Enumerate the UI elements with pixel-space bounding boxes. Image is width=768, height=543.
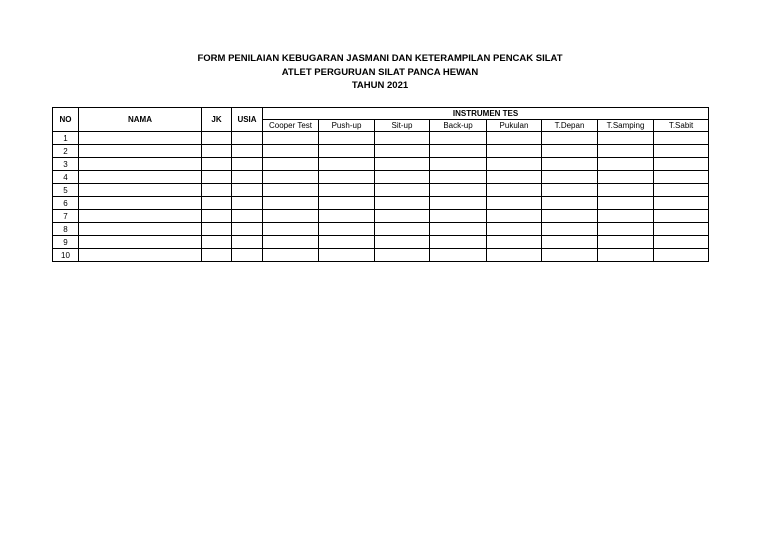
cell-pukulan[interactable] — [487, 210, 542, 223]
cell-t-samping[interactable] — [598, 210, 654, 223]
cell-usia[interactable] — [232, 223, 263, 236]
cell-back-up[interactable] — [430, 223, 487, 236]
form-title: FORM PENILAIAN KEBUGARAN JASMANI DAN KETERAMPILAN PENCAK SILAT — [197, 53, 563, 64]
cell-jk[interactable] — [202, 158, 232, 171]
table-row — [53, 158, 709, 171]
cell-usia[interactable] — [232, 249, 263, 262]
cell-sit-up[interactable] — [375, 197, 430, 210]
row-number: 7 — [53, 210, 79, 223]
table-body — [53, 132, 709, 262]
cell-t-depan[interactable] — [542, 197, 598, 210]
cell-back-up[interactable] — [430, 132, 487, 145]
cell-t-depan[interactable] — [542, 145, 598, 158]
cell-nama[interactable] — [79, 132, 202, 145]
cell-t-samping[interactable] — [598, 171, 654, 184]
table-row — [53, 132, 709, 145]
cell-usia[interactable] — [232, 197, 263, 210]
cell-usia[interactable] — [232, 210, 263, 223]
row-number: 5 — [53, 184, 79, 197]
cell-sit-up[interactable] — [375, 158, 430, 171]
header-t-samping: T.Samping — [598, 120, 654, 132]
cell-t-samping[interactable] — [598, 132, 654, 145]
cell-t-depan[interactable] — [542, 132, 598, 145]
cell-pukulan[interactable] — [487, 145, 542, 158]
cell-jk[interactable] — [202, 132, 232, 145]
header-no: NO — [53, 108, 79, 132]
row-number: 4 — [53, 171, 79, 184]
header-push-up: Push-up — [319, 120, 375, 132]
cell-usia[interactable] — [232, 132, 263, 145]
cell-cooper-test[interactable] — [263, 223, 319, 236]
cell-pukulan[interactable] — [487, 236, 542, 249]
cell-back-up[interactable] — [430, 158, 487, 171]
header-pukulan: Pukulan — [487, 120, 542, 132]
cell-push-up[interactable] — [319, 197, 375, 210]
cell-cooper-test[interactable] — [263, 158, 319, 171]
cell-t-sabit[interactable] — [654, 171, 709, 184]
cell-jk[interactable] — [202, 197, 232, 210]
cell-nama[interactable] — [79, 223, 202, 236]
cell-t-samping[interactable] — [598, 145, 654, 158]
table-row — [53, 210, 709, 223]
row-number: 10 — [53, 249, 79, 262]
row-number: 6 — [53, 197, 79, 210]
cell-t-sabit[interactable] — [654, 132, 709, 145]
cell-sit-up[interactable] — [375, 184, 430, 197]
table-row — [53, 223, 709, 236]
row-number: 1 — [53, 132, 79, 145]
table-row — [53, 145, 709, 158]
cell-t-sabit[interactable] — [654, 158, 709, 171]
cell-cooper-test[interactable] — [263, 184, 319, 197]
cell-pukulan[interactable] — [487, 223, 542, 236]
cell-t-depan[interactable] — [542, 158, 598, 171]
header-nama: NAMA — [79, 108, 202, 132]
form-title-block — [0, 52, 760, 93]
cell-jk[interactable] — [202, 210, 232, 223]
cell-push-up[interactable] — [319, 223, 375, 236]
cell-nama[interactable] — [79, 210, 202, 223]
header-jk: JK — [202, 108, 232, 132]
cell-push-up[interactable] — [319, 171, 375, 184]
cell-usia[interactable] — [232, 184, 263, 197]
cell-back-up[interactable] — [430, 249, 487, 262]
table-row — [53, 236, 709, 249]
cell-pukulan[interactable] — [487, 197, 542, 210]
cell-nama[interactable] — [79, 158, 202, 171]
cell-push-up[interactable] — [319, 249, 375, 262]
cell-t-sabit[interactable] — [654, 184, 709, 197]
cell-back-up[interactable] — [430, 145, 487, 158]
cell-back-up[interactable] — [430, 171, 487, 184]
cell-jk[interactable] — [202, 223, 232, 236]
table-row — [53, 171, 709, 184]
cell-t-sabit[interactable] — [654, 236, 709, 249]
cell-pukulan[interactable] — [487, 158, 542, 171]
cell-sit-up[interactable] — [375, 249, 430, 262]
cell-push-up[interactable] — [319, 210, 375, 223]
cell-t-samping[interactable] — [598, 197, 654, 210]
cell-push-up[interactable] — [319, 132, 375, 145]
cell-push-up[interactable] — [319, 158, 375, 171]
cell-jk[interactable] — [202, 249, 232, 262]
cell-cooper-test[interactable] — [263, 171, 319, 184]
cell-cooper-test[interactable] — [263, 197, 319, 210]
table-row — [53, 197, 709, 210]
row-number: 9 — [53, 236, 79, 249]
cell-nama[interactable] — [79, 184, 202, 197]
cell-t-samping[interactable] — [598, 184, 654, 197]
cell-jk[interactable] — [202, 236, 232, 249]
cell-t-sabit[interactable] — [654, 210, 709, 223]
row-number: 3 — [53, 158, 79, 171]
cell-jk[interactable] — [202, 171, 232, 184]
cell-usia[interactable] — [232, 236, 263, 249]
cell-usia[interactable] — [232, 158, 263, 171]
cell-nama[interactable] — [79, 236, 202, 249]
cell-pukulan[interactable] — [487, 249, 542, 262]
cell-push-up[interactable] — [319, 145, 375, 158]
cell-nama[interactable] — [79, 171, 202, 184]
cell-jk[interactable] — [202, 184, 232, 197]
row-number: 8 — [53, 223, 79, 236]
cell-t-sabit[interactable] — [654, 145, 709, 158]
cell-t-depan[interactable] — [542, 249, 598, 262]
header-t-depan: T.Depan — [542, 120, 598, 132]
cell-sit-up[interactable] — [375, 171, 430, 184]
cell-cooper-test[interactable] — [263, 249, 319, 262]
cell-t-sabit[interactable] — [654, 223, 709, 236]
cell-back-up[interactable] — [430, 197, 487, 210]
table-row — [53, 249, 709, 262]
header-back-up: Back-up — [430, 120, 487, 132]
header-sit-up: Sit-up — [375, 120, 430, 132]
cell-t-samping[interactable] — [598, 158, 654, 171]
cell-push-up[interactable] — [319, 184, 375, 197]
header-cooper-test: Cooper Test — [263, 120, 319, 132]
cell-t-samping[interactable] — [598, 223, 654, 236]
form-subtitle: ATLET PERGURUAN SILAT PANCA HEWAN — [281, 66, 479, 78]
cell-cooper-test[interactable] — [263, 132, 319, 145]
cell-sit-up[interactable] — [375, 132, 430, 145]
cell-t-depan[interactable] — [542, 210, 598, 223]
cell-t-samping[interactable] — [598, 249, 654, 262]
row-number: 2 — [53, 145, 79, 158]
cell-cooper-test[interactable] — [263, 210, 319, 223]
cell-push-up[interactable] — [319, 236, 375, 249]
cell-pukulan[interactable] — [487, 184, 542, 197]
cell-nama[interactable] — [79, 197, 202, 210]
cell-cooper-test[interactable] — [263, 145, 319, 158]
cell-t-depan[interactable] — [542, 236, 598, 249]
cell-sit-up[interactable] — [375, 236, 430, 249]
cell-t-sabit[interactable] — [654, 249, 709, 262]
cell-sit-up[interactable] — [375, 210, 430, 223]
assessment-table — [52, 107, 709, 262]
header-t-sabit: T.Sabit — [654, 120, 709, 132]
header-usia: USIA — [232, 108, 263, 132]
table-row — [53, 184, 709, 197]
cell-back-up[interactable] — [430, 184, 487, 197]
cell-back-up[interactable] — [430, 210, 487, 223]
cell-nama[interactable] — [79, 249, 202, 262]
cell-sit-up[interactable] — [375, 145, 430, 158]
cell-usia[interactable] — [232, 171, 263, 184]
cell-t-depan[interactable] — [542, 171, 598, 184]
cell-t-samping[interactable] — [598, 236, 654, 249]
cell-pukulan[interactable] — [487, 132, 542, 145]
cell-t-sabit[interactable] — [654, 197, 709, 210]
cell-usia[interactable] — [232, 145, 263, 158]
cell-jk[interactable] — [202, 145, 232, 158]
cell-cooper-test[interactable] — [263, 236, 319, 249]
cell-pukulan[interactable] — [487, 171, 542, 184]
header-instrumen-tes: INSTRUMEN TES — [263, 108, 709, 120]
cell-back-up[interactable] — [430, 236, 487, 249]
form-year: TAHUN 2021 — [351, 80, 409, 91]
cell-sit-up[interactable] — [375, 223, 430, 236]
cell-t-depan[interactable] — [542, 223, 598, 236]
cell-nama[interactable] — [79, 145, 202, 158]
cell-t-depan[interactable] — [542, 184, 598, 197]
